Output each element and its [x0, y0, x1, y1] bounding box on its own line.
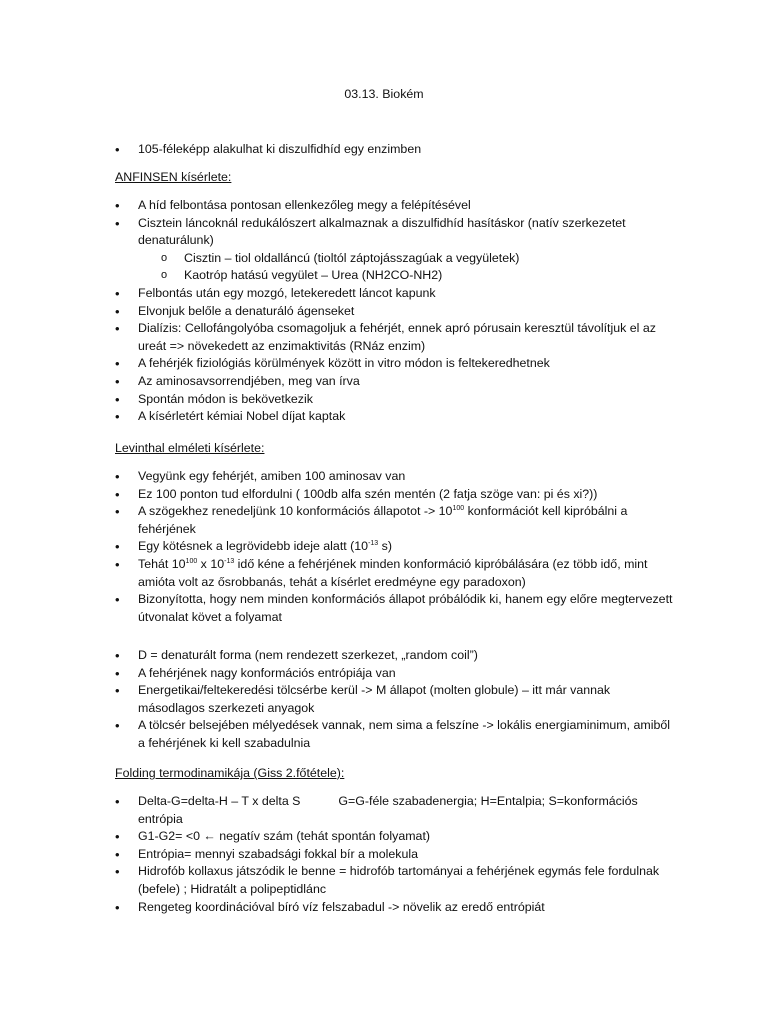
- list-item: • Ez 100 ponton tud elfordulni ( 100db alfa szén mentén (2 fatja szöge van: pi és xi?)): [115, 486, 675, 504]
- intro-list: [115, 141, 675, 159]
- section-heading-anfinsen: ANFINSEN kísérlete:: [115, 170, 232, 184]
- anfinsen-list: [115, 197, 675, 426]
- sub-list-item: o Cisztin – tiol oldalláncú (tioltól záptojásszagúak a vegyületek): [115, 250, 675, 268]
- list-item: • A kísérletért kémiai Nobel díjat kaptak: [115, 408, 675, 426]
- text-run: Delta-G=delta-H – T x delta S: [138, 794, 301, 808]
- superscript: -13: [224, 557, 235, 565]
- list-item: • G1-G2= <0 ← negatív szám (tehát spontán folyamat): [115, 828, 675, 846]
- list-item: • Hidrofób kollaxus játszódik le benne = hidrofób tartományai a fehérjének egymás fele fordulnak (befele) ; Hidratált a polipeptidlánc: [115, 863, 675, 898]
- text-run: x 10: [197, 556, 225, 571]
- text-run: konformációt kell kipróbálni a fehérjének: [138, 504, 628, 536]
- list-item: • Bizonyította, hogy nem minden konformációs állapot próbálódik ki, hanem egy előre megtervezett útvonalat követ a folyamat: [115, 591, 675, 626]
- text-run: s): [378, 539, 392, 554]
- sub-list-item: o Kaotróp hatású vegyület – Urea (NH2CO-NH2): [115, 267, 675, 285]
- text-run: Tehát 10: [138, 556, 186, 571]
- list-item: • Rengeteg koordinációval bíró víz felszabadul -> növelik az eredő entrópiát: [115, 899, 675, 917]
- list-item: • A fehérjének nagy konformációs entrópiája van: [115, 665, 675, 683]
- list-item: • A tölcsér belsejében mélyedések vannak, nem sima a felszíne -> lokális energiaminimum, amiből a fehérjének ki kell szabadulnia: [115, 717, 675, 752]
- list-item: • 105-féleképp alakulhat ki diszulfidhíd egy enzimben: [115, 141, 675, 159]
- superscript: 100: [452, 505, 465, 513]
- list-item: [115, 538, 675, 556]
- list-item: [115, 556, 675, 591]
- list-item: • D = denaturált forma (nem rendezett szerkezet, „random coil”): [115, 647, 675, 665]
- list-item: • Entrópia= mennyi szabadsági fokkal bír a molekula: [115, 846, 675, 864]
- list-item: • Vegyünk egy fehérjét, amiben 100 aminosav van: [115, 468, 675, 486]
- list-item: [115, 503, 675, 538]
- levinthal-list: [115, 468, 675, 626]
- list-item: [115, 793, 675, 828]
- section-heading-levinthal: Levinthal elméleti kísérlete:: [115, 441, 265, 455]
- text-run: A szögekhez renedeljünk 10 konformációs állapotot -> 10: [138, 504, 453, 519]
- list-item: • Spontán módon is bekövetkezik: [115, 391, 675, 409]
- list-item: • A híd felbontása pontosan ellenkezőleg megy a felépítésével: [115, 197, 675, 215]
- list-item: • Felbontás után egy mozgó, letekeredett láncot kapunk: [115, 285, 675, 303]
- page-title: 03.13. Biokém: [344, 87, 424, 101]
- folding-list: [115, 793, 675, 916]
- superscript: -13: [368, 540, 379, 548]
- list-item: • Elvonjuk belőle a denaturáló ágenseket: [115, 303, 675, 321]
- list-item: • Energetikai/feltekeredési tölcsérbe kerül -> M állapot (molten globule) – itt már vannak másodlagos szerkezeti anyagok: [115, 682, 675, 717]
- list-item: • Cisztein láncoknál redukálószert alkalmaznak a diszulfidhíd hasításkor (natív szerkezetet denaturálunk): [115, 215, 675, 250]
- list-item: • Dialízis: Cellofángolyóba csomagoljuk a fehérjét, ennek apró pórusain keresztül távolítjuk el az ureát => növekedett az enzimaktivitás (RNáz enzim): [115, 320, 675, 355]
- list-item: • A fehérjék fiziológiás körülmények között in vitro módon is feltekeredhetnek: [115, 355, 675, 373]
- text-run: Egy kötésnek a legrövidebb ideje alatt (10: [138, 539, 369, 554]
- section-heading-folding: Folding termodinamikája (Giss 2.főtétele):: [115, 766, 345, 780]
- list-item: • Az aminosavsorrendjében, meg van írva: [115, 373, 675, 391]
- denaturation-list: [115, 647, 675, 753]
- text-run: idő kéne a fehérjének minden konformáció kipróbálására (ez több idő, mint amióta volt az ősrobbanás, tehát a kísérlet eredméyne egy paradoxon): [138, 556, 648, 589]
- text-run: G=G-féle szabadenergia; H=Entalpia; S=konformációs entrópia: [138, 794, 638, 826]
- superscript: 100: [185, 557, 198, 565]
